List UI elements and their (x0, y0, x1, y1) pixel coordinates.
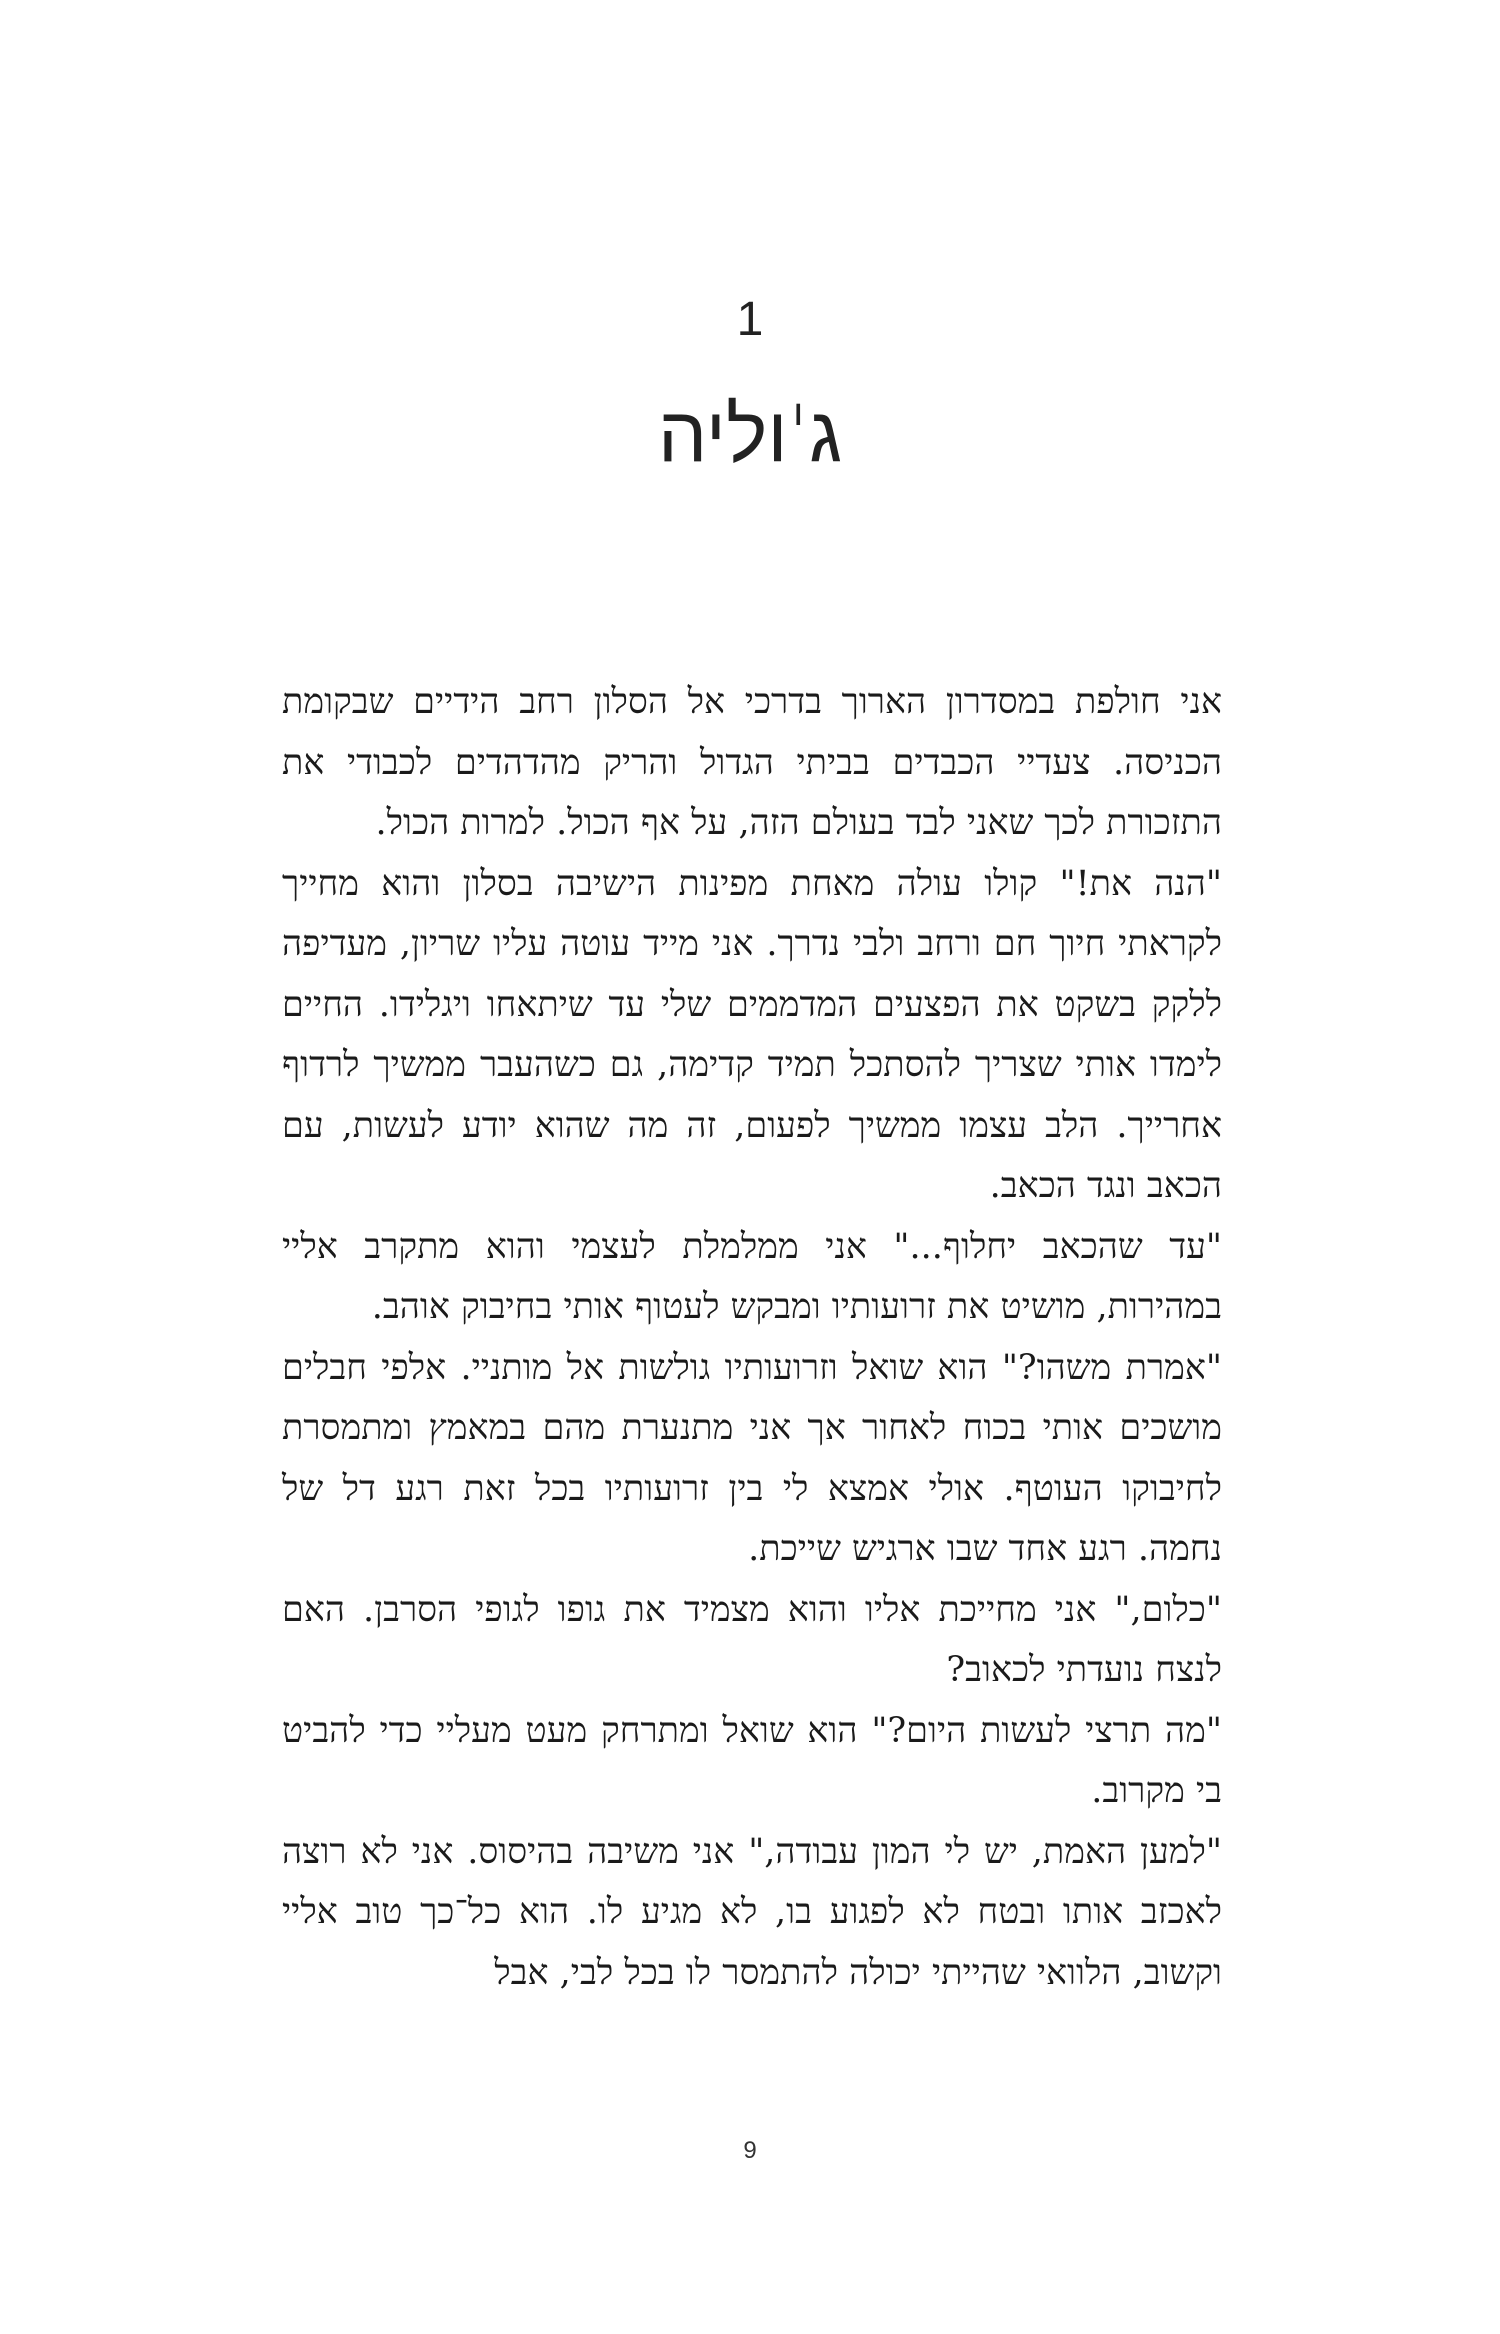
paragraph: "למען האמת, יש לי המון עבודה," אני משיבה בהיסוס. אני לא רוצה לאכזב אותו ובטח לא לפגוע בו, לא מגיע לו. הוא כל־כך טוב אליי וקשוב, הלוואי שהייתי יכולה להתמסר לו בכל לבי, אבל (282, 1831, 1222, 1993)
chapter-body (282, 672, 1222, 2003)
chapter-number: 1 (736, 293, 764, 346)
paragraph: "הנה את!" קולו עולה מאחת מפינות הישיבה בסלון והוא מחייך לקראתי חיוך חם ורחב ולבי נדרך. אני מייד עוטה עליו שריון, מעדיפה ללקק בשקט את הפצעים המדממים שלי עד שיתאחו ויגלידו. החיים לימדו אותי שצריך להסתכל תמיד קדימה, גם כשהעבר ממשיך לרדוף אחרייך. הלב עצמו ממשיך לפעום, זה מה שהוא יודע לעשות, עם הכאב ונגד הכאב. (282, 863, 1222, 1206)
paragraph: "אמרת משהו?" הוא שואל וזרועותיו גולשות אל מותניי. אלפי חבלים מושכים אותי בכוח לאחור אך אני מתנערת מהם במאמץ ומתמסרת לחיבוקו העוטף. אולי אמצא לי בין זרועותיו בכל זאת רגע דל של נחמה. רגע אחד שבו ארגיש שייכת. (282, 1347, 1222, 1569)
paragraph: "עד שהכאב יחלוף..." אני ממלמלת לעצמי והוא מתקרב אליי במהירות, מושיט את זרועותיו ומבקש לעטוף אותי בחיבוק אוהב. (282, 1226, 1222, 1327)
paragraph: "כלום," אני מחייכת אליו והוא מצמיד את גופו לגופי הסרבן. האם לנצח נועדתי לכאוב? (282, 1589, 1222, 1690)
chapter-title: ג'וליה (657, 390, 843, 480)
paragraph: "מה תרצי לעשות היום?" הוא שואל ומתרחק מעט מעליי כדי להביט בי מקרוב. (282, 1710, 1222, 1811)
paragraph: אני חולפת במסדרון הארוך בדרכי אל הסלון רחב הידיים שבקומת הכניסה. צעדיי הכבדים בביתי הגדול והריק מהדהדים לכבודי את התזכורת לכך שאני לבד בעולם הזה, על אף הכול. למרות הכול. (282, 682, 1222, 843)
page-number: 9 (743, 2137, 757, 2164)
